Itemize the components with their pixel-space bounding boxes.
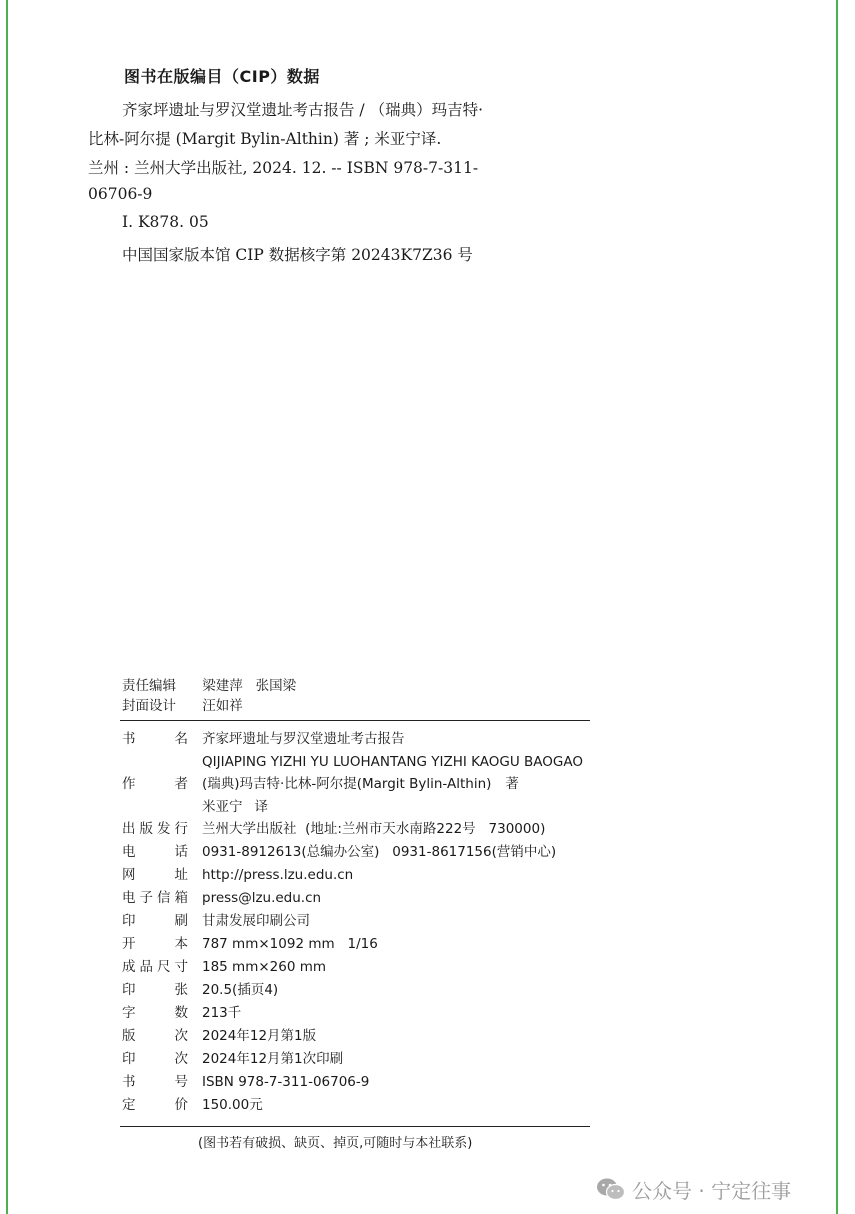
label-char: 址	[174, 867, 188, 883]
detail-label	[122, 1048, 188, 1071]
label-char: 名	[174, 731, 188, 747]
label-char: 张	[174, 982, 188, 998]
label-char: 字	[122, 1005, 136, 1021]
label-char: 印	[122, 913, 136, 929]
detail-translator	[122, 796, 622, 818]
detail-value: 2024年12月第1版	[202, 1028, 317, 1044]
label-char: 品	[139, 959, 153, 975]
detail-value: http://press.lzu.edu.cn	[202, 867, 354, 883]
label-char: 话	[174, 844, 188, 860]
label-char: 刷	[174, 913, 188, 929]
label-char: 尺	[157, 959, 171, 975]
divider-bottom	[120, 1126, 590, 1127]
label-char: 印	[122, 1051, 136, 1067]
label-char: 版	[139, 821, 153, 837]
detail-label	[122, 887, 188, 910]
detail-value: 甘肃发展印刷公司	[202, 913, 310, 929]
detail-row-publisher	[122, 818, 622, 841]
label-char: 号	[174, 1074, 188, 1090]
label-char: 次	[174, 1028, 188, 1044]
cip-line-author: 比林-阿尔提 (Margit Bylin-Althin) 著 ; 米亚宁译.	[88, 130, 442, 148]
label-char: 网	[122, 867, 136, 883]
label-char: 箱	[174, 890, 188, 906]
detail-row-format	[122, 933, 622, 956]
damage-notice: (图书若有破损、缺页、掉页,可随时与本社联系)	[198, 1136, 473, 1151]
detail-label	[122, 1002, 188, 1025]
wechat-icon	[596, 1176, 626, 1202]
detail-label	[122, 818, 188, 841]
detail-value: 20.5(插页4)	[202, 982, 279, 998]
detail-label	[122, 1025, 188, 1048]
label-char: 电	[122, 890, 136, 906]
credit-value: 汪如祥	[202, 698, 243, 714]
label-char: 价	[174, 1097, 188, 1113]
label-char: 行	[174, 821, 188, 837]
label-char: 次	[174, 1051, 188, 1067]
detail-row-finished-size	[122, 956, 622, 979]
detail-value: press@lzu.edu.cn	[202, 890, 322, 906]
detail-label	[122, 956, 188, 979]
detail-row-isbn	[122, 1071, 622, 1094]
detail-value: 兰州大学出版社 (地址:兰州市天水南路222号 730000)	[202, 821, 546, 837]
label-char: 版	[122, 1028, 136, 1044]
label-char: 定	[122, 1097, 136, 1113]
detail-row-phone	[122, 841, 622, 864]
label-char: 信	[157, 890, 171, 906]
detail-row-price	[122, 1094, 622, 1117]
detail-value: ISBN 978-7-311-06706-9	[202, 1074, 370, 1090]
page-border-right	[836, 0, 838, 1214]
detail-label	[122, 773, 188, 796]
cip-heading: 图书在版编目（CIP）数据	[124, 67, 320, 86]
detail-label	[122, 910, 188, 933]
detail-row-title	[122, 728, 622, 751]
translator-role: 译	[254, 799, 268, 815]
watermark-text: 公众号 · 宁定往事	[632, 1178, 792, 1203]
detail-value: 0931-8912613(总编办公室) 0931-8617156(营销中心)	[202, 844, 557, 860]
label-char: 寸	[174, 959, 188, 975]
detail-value	[202, 773, 519, 796]
label-char: 开	[122, 936, 136, 952]
detail-row-word-count	[122, 1002, 622, 1025]
label-char: 发	[157, 821, 171, 837]
detail-label	[122, 1071, 188, 1094]
detail-value: 213千	[202, 1005, 242, 1021]
detail-row-edition	[122, 1025, 622, 1048]
label-char: 印	[122, 982, 136, 998]
credits-block	[122, 676, 296, 716]
watermark	[596, 1174, 791, 1204]
detail-row-email	[122, 887, 622, 910]
author-name: (瑞典)玛吉特·比林-阿尔提(Margit Bylin-Althin)	[202, 776, 492, 792]
label-char: 作	[122, 776, 136, 792]
detail-value: QIJIAPING YIZHI YU LUOHANTANG YIZHI KAOGU BAOGAO	[202, 754, 583, 770]
label-char: 者	[174, 776, 188, 792]
translator-name: 米亚宁	[202, 799, 243, 815]
detail-title-pinyin	[122, 751, 622, 773]
label-char: 数	[174, 1005, 188, 1021]
cip-line-isbn-cont: 06706-9	[88, 185, 153, 203]
cip-line-record-number: 中国国家版本馆 CIP 数据核字第 20243K7Z36 号	[122, 246, 473, 264]
detail-value: 185 mm×260 mm	[202, 959, 327, 975]
page-border-left	[6, 0, 8, 1214]
detail-value: 齐家坪遗址与罗汉堂遗址考古报告	[202, 731, 405, 747]
label-char: 书	[122, 1074, 136, 1090]
credit-value: 梁建萍 张国梁	[202, 678, 297, 694]
detail-label	[122, 841, 188, 864]
cip-line-title: 齐家坪遗址与罗汉堂遗址考古报告 / （瑞典）玛吉特·	[122, 101, 484, 119]
label-char: 本	[174, 936, 188, 952]
detail-value: 150.00元	[202, 1097, 263, 1113]
detail-row-website	[122, 864, 622, 887]
detail-value: 787 mm×1092 mm 1/16	[202, 936, 378, 952]
detail-label	[122, 864, 188, 887]
detail-label	[122, 1094, 188, 1117]
publication-details	[122, 728, 622, 1117]
label-char: 成	[122, 959, 136, 975]
detail-row-author	[122, 773, 622, 796]
detail-row-printer	[122, 910, 622, 933]
detail-row-sheets	[122, 979, 622, 1002]
label-char: 电	[122, 844, 136, 860]
detail-label	[122, 728, 188, 751]
detail-value: 2024年12月第1次印刷	[202, 1051, 344, 1067]
cip-line-classification: Ⅰ. K878. 05	[122, 213, 209, 231]
credit-row-editor	[122, 676, 296, 696]
divider-top	[120, 720, 590, 721]
detail-row-printing	[122, 1048, 622, 1071]
detail-label	[122, 979, 188, 1002]
label-char: 出	[122, 821, 136, 837]
author-role: 著	[505, 776, 519, 792]
credit-label: 责任编辑	[122, 678, 176, 694]
detail-label	[122, 933, 188, 956]
credit-row-cover-designer	[122, 696, 296, 716]
label-char: 书	[122, 731, 136, 747]
credit-label: 封面设计	[122, 698, 176, 714]
cip-line-publisher: 兰州 : 兰州大学出版社, 2024. 12. -- ISBN 978-7-311-	[88, 159, 479, 177]
label-char: 子	[139, 890, 153, 906]
